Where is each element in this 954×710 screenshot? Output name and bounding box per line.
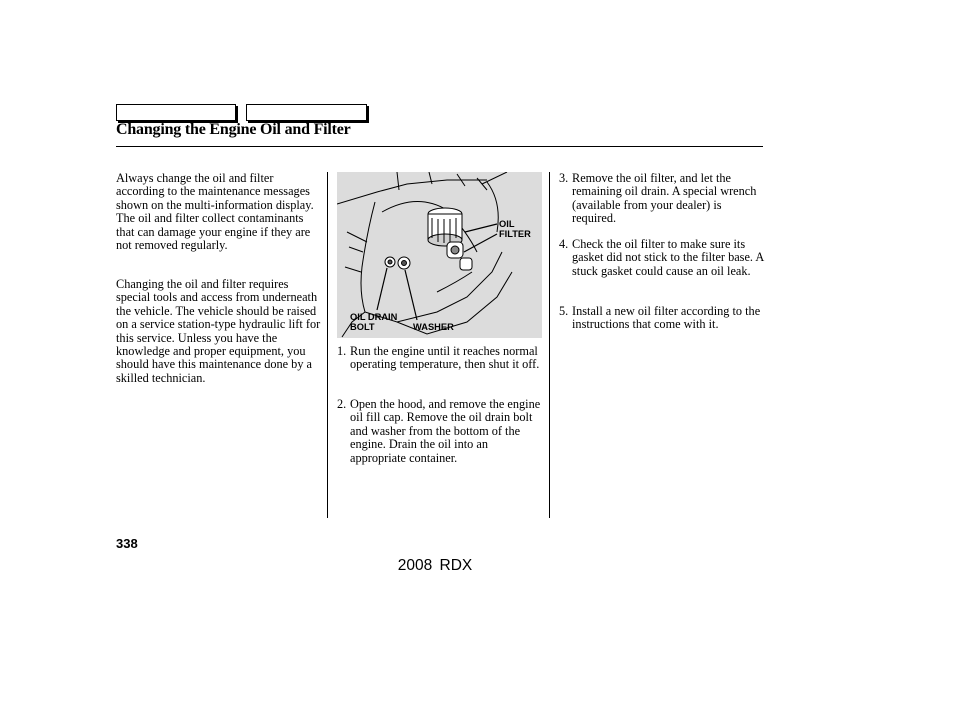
step-text: Run the engine until it reaches normal operating temperature, then shut it off. [350,344,540,372]
section-tab-1[interactable] [116,104,236,121]
step-2 [337,398,542,465]
title-divider [116,146,763,147]
step-number: 5. [559,304,569,318]
washer-label: WASHER [413,322,454,332]
oil-drain-bolt-label: OIL DRAIN BOLT [350,312,398,332]
page-number: 338 [116,536,138,551]
step-text: Check the oil filter to make sure its gasket did not stick to the filter base. A stuck gasket could cause an oil leak. [572,237,764,278]
intro-paragraph-2: Changing the oil and filter requires special tools and access from underneath the vehicle. The vehicle should be raised on a service station-type hydraulic lift for this service. Unless you have the knowledge and proper equipment, you should have this maintenance done by a skilled technician. [116,277,321,385]
column-divider-2 [549,172,550,518]
section-tab-2[interactable] [246,104,367,121]
step-number: 1. [337,344,347,358]
step-text: Install a new oil filter according to the instructions that come with it. [572,304,761,332]
step-1 [337,345,542,372]
step-5 [559,305,764,332]
intro-paragraph-1: Always change the oil and filter according to the maintenance messages shown on the multi-information display. The oil and filter collect contaminants that can damage your engine if they are not removed regularly. [116,171,314,253]
step-number: 3. [559,171,569,185]
oil-filter-label: OIL FILTER [499,219,531,239]
step-3 [559,172,764,226]
step-number: 4. [559,237,569,251]
step-text: Open the hood, and remove the engine oil fill cap. Remove the oil drain bolt and washer from the bottom of the engine. Drain the oil into an appropriate container. [350,397,541,465]
page-title: Changing the Engine Oil and Filter [116,121,351,138]
column-divider-1 [327,172,328,518]
oil-drain-illustration [337,172,542,338]
step-number: 2. [337,397,347,411]
step-4 [559,238,764,278]
footer-model-name: 2008 RDX [397,557,473,574]
step-text: Remove the oil filter, and let the remaining oil drain. A special wrench (available from your dealer) is required. [572,171,757,226]
